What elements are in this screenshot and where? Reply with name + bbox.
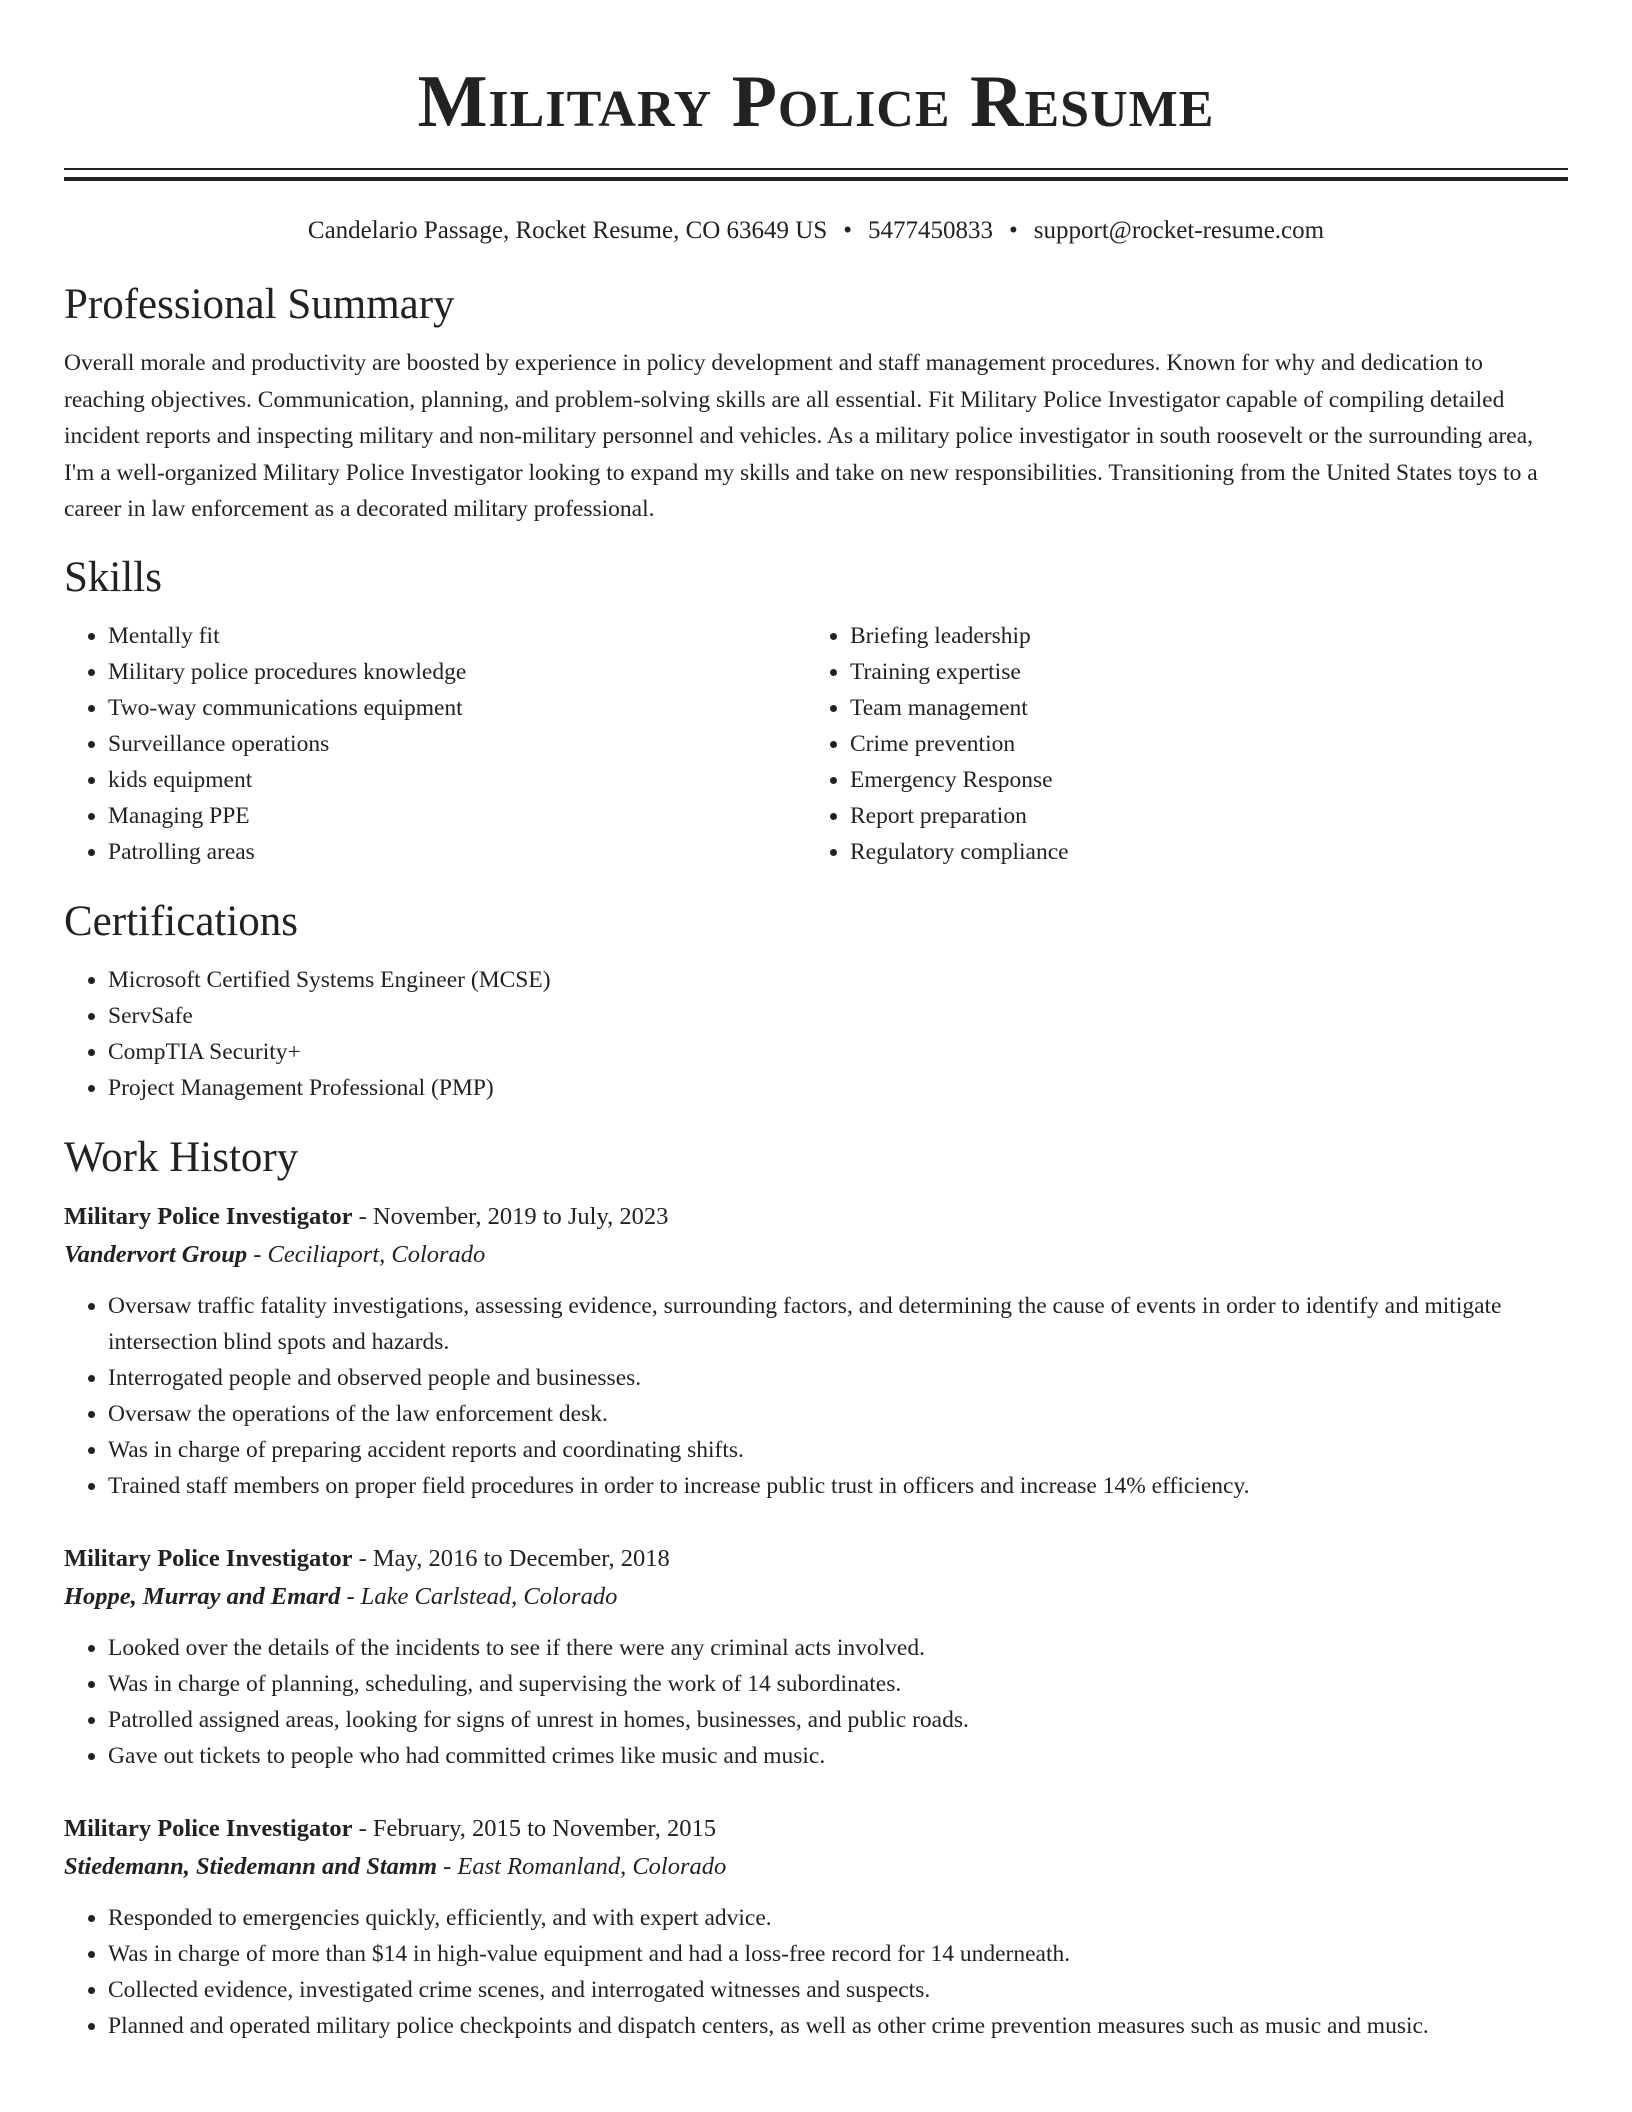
contact-address: Candelario Passage, Rocket Resume, CO 63649 US [307, 217, 828, 244]
certification-item: • CompTIA Security+ [108, 1034, 1568, 1070]
job-title: Military Police Investigator [64, 1544, 353, 1572]
job-company: Hoppe, Murray and Emard [64, 1582, 341, 1610]
contact-separator: • [1009, 217, 1018, 244]
contact-email: support@rocket-resume.com [1033, 217, 1325, 244]
job-duty-item: • Planned and operated military police checkpoints and dispatch centers, as well as other crime prevention measures such as music and music. [108, 2008, 1568, 2044]
title-divider-thin [64, 168, 1568, 170]
job-entry [64, 1198, 1568, 1504]
job-duty-item: • Responded to emergencies quickly, efficiently, and with expert advice. [108, 1900, 1568, 1936]
certification-item: • ServSafe [108, 998, 1568, 1034]
skills-list-right [806, 618, 1548, 870]
contact-separator: • [843, 217, 853, 244]
skill-item: • Report preparation [850, 798, 1548, 834]
section-heading-summary: Professional Summary [64, 281, 455, 328]
skill-item: • Crime prevention [850, 726, 1548, 762]
job-entry [64, 1810, 1568, 2044]
skills-column-left [64, 618, 806, 870]
skills-columns [64, 618, 1568, 870]
skill-item: • Emergency Response [850, 762, 1548, 798]
skill-item: • Team management [850, 690, 1548, 726]
job-company: Stiedemann, Stiedemann and Stamm [64, 1852, 438, 1880]
skill-item: • Surveillance operations [108, 726, 806, 762]
job-duty-item: • Gave out tickets to people who had committed crimes like music and music. [108, 1738, 1568, 1774]
job-duty-item: • Oversaw traffic fatality investigations, assessing evidence, surrounding factors, and determining the cause of events in order to identify and mitigate intersection blind spots and hazards. [108, 1288, 1568, 1360]
skills-list-left [64, 618, 806, 870]
job-duty-item: • Collected evidence, investigated crime scenes, and interrogated witnesses and suspects. [108, 1972, 1568, 2008]
section-heading-work-history: Work History [64, 1133, 299, 1181]
job-duty-item: • Was in charge of planning, scheduling, and supervising the work of 14 subordinates. [108, 1666, 1568, 1702]
job-duties-list [64, 1288, 1568, 1504]
section-heading-certifications: Certifications [64, 897, 299, 945]
skill-item: • Briefing leadership [850, 618, 1548, 654]
job-duties-list [64, 1900, 1568, 2044]
skill-item: • Military police procedures knowledge [108, 654, 806, 690]
job-title-line [64, 1540, 1568, 1578]
job-company-line [64, 1236, 1568, 1274]
job-location: - Lake Carlstead, Colorado [340, 1582, 618, 1610]
job-duty-item: • Was in charge of preparing accident reports and coordinating shifts. [108, 1432, 1568, 1468]
job-dates: - February, 2015 to November, 2015 [352, 1814, 716, 1842]
job-duty-item: • Looked over the details of the incidents to see if there were any criminal acts involved. [108, 1630, 1568, 1666]
title-divider-thick [64, 177, 1568, 181]
job-title-line [64, 1810, 1568, 1848]
skill-item: • kids equipment [108, 762, 806, 798]
job-entry [64, 1540, 1568, 1774]
job-duty-item: • Patrolled assigned areas, looking for signs of unrest in homes, businesses, and public roads. [108, 1702, 1568, 1738]
skills-column-right [806, 618, 1548, 870]
job-location: - Ceciliaport, Colorado [247, 1240, 486, 1268]
contact-line [64, 215, 1568, 247]
job-location: - East Romanland, Colorado [437, 1852, 727, 1880]
summary-text: Overall morale and productivity are boosted by experience in policy development and staff management procedures. Known for why and dedication to reaching objectives. Communication, planning, and problem-solving skills are all essential. Fit Military Police Investigator capable of compiling detailed incident reports and inspecting military and non-military personnel and vehicles. As a military police investigator in south roosevelt or the surrounding area, I'm a well-organized Military Police Investigator looking to expand my skills and take on new responsibilities. Transitioning from the United States toys to a career in law enforcement as a decorated military professional. [64, 350, 1538, 522]
certifications-list [64, 962, 1568, 1106]
skill-item: • Patrolling areas [108, 834, 806, 870]
page-title: Military Police Resume [417, 61, 1215, 143]
certification-item: • Microsoft Certified Systems Engineer (MCSE) [108, 962, 1568, 998]
job-company-line [64, 1848, 1568, 1886]
section-heading-skills: Skills [64, 553, 162, 601]
job-title: Military Police Investigator [64, 1202, 353, 1230]
skill-item: • Managing PPE [108, 798, 806, 834]
job-company-line [64, 1578, 1568, 1616]
certification-item: • Project Management Professional (PMP) [108, 1070, 1568, 1106]
job-duty-item: • Interrogated people and observed people and businesses. [108, 1360, 1568, 1396]
job-title: Military Police Investigator [64, 1814, 353, 1842]
skill-item: • Training expertise [850, 654, 1548, 690]
job-dates: - November, 2019 to July, 2023 [352, 1202, 669, 1230]
skill-item: • Two-way communications equipment [108, 690, 806, 726]
job-duty-item: • Oversaw the operations of the law enforcement desk. [108, 1396, 1568, 1432]
skill-item: • Mentally fit [108, 618, 806, 654]
job-duty-item: • Was in charge of more than $14 in high-value equipment and had a loss-free record for 14 underneath. [108, 1936, 1568, 1972]
contact-phone: 5477450833 [868, 217, 994, 244]
skill-item: • Regulatory compliance [850, 834, 1548, 870]
job-duty-item: • Trained staff members on proper field procedures in order to increase public trust in officers and increase 14% efficiency. [108, 1468, 1568, 1504]
job-title-line [64, 1198, 1568, 1236]
job-dates: - May, 2016 to December, 2018 [352, 1544, 670, 1572]
job-duties-list [64, 1630, 1568, 1774]
job-company: Vandervort Group [64, 1240, 248, 1268]
